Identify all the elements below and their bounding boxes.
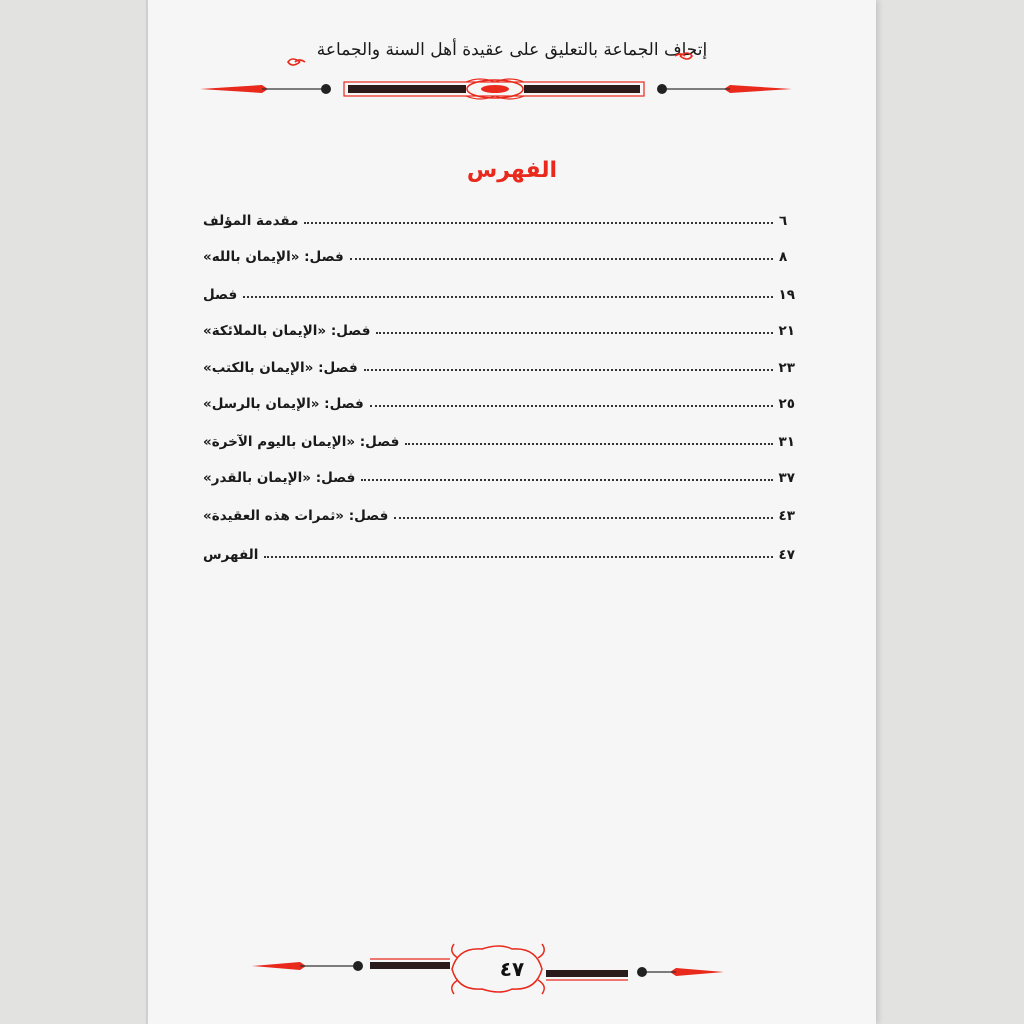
toc-entry[interactable] — [203, 426, 795, 450]
toc-entry-page: ١٩ — [778, 287, 795, 303]
toc-entry-label: فصل: «ثمرات هذه العقيدة» — [203, 508, 389, 524]
toc-entry-label: فصل — [203, 287, 238, 303]
toc-entry[interactable] — [203, 388, 795, 412]
toc-entry-label: فصل: «الإيمان بالكتب» — [203, 360, 358, 376]
toc-leader-dots — [350, 257, 773, 260]
toc-heading: الفهرس — [466, 158, 558, 183]
footer-bar-left — [370, 962, 450, 969]
toc-entry[interactable] — [203, 315, 795, 339]
toc-entry[interactable] — [203, 539, 795, 563]
toc-entry-label: الفهرس — [203, 547, 259, 563]
toc-entry-page: ٢٥ — [778, 396, 795, 412]
footer-dot-left — [353, 961, 363, 971]
toc-entry-page: ٣٧ — [778, 470, 795, 486]
toc-entry[interactable] — [203, 500, 795, 524]
toc-entry-label: فصل: «الإيمان باليوم الآخرة» — [203, 434, 400, 450]
toc-leader-dots — [394, 516, 772, 519]
toc-entry[interactable] — [203, 279, 795, 303]
toc-entry[interactable] — [203, 352, 795, 376]
toc-leader-dots — [264, 555, 772, 558]
toc-leader-dots — [364, 368, 773, 371]
toc-leader-dots — [304, 221, 773, 224]
toc-entry-page: ٢٣ — [778, 360, 795, 376]
footer-arrow-left — [252, 962, 306, 970]
toc-leader-dots — [243, 295, 772, 298]
toc-entry-page: ٤٣ — [778, 508, 795, 524]
toc-entry-label: فصل: «الإيمان بالله» — [203, 249, 344, 265]
toc-entry-page: ٨ — [779, 249, 788, 265]
toc-entry[interactable] — [203, 205, 795, 229]
toc-entry-label: فصل: «الإيمان بالقدر» — [203, 470, 356, 486]
toc-entry-page: ٢١ — [778, 323, 795, 339]
toc-entry-label: فصل: «الإيمان بالملائكة» — [203, 323, 371, 339]
toc-entry[interactable] — [203, 241, 795, 265]
toc-leader-dots — [376, 331, 772, 334]
footer-arrow-right — [670, 968, 724, 976]
page-number: ٤٧ — [499, 957, 525, 981]
toc-leader-dots — [361, 478, 772, 481]
toc-leader-dots — [405, 442, 772, 445]
toc-entry-page: ٦ — [779, 213, 788, 229]
toc-entry-label: مقدمة المؤلف — [203, 213, 299, 229]
toc-entry-page: ٣١ — [778, 434, 795, 450]
running-header-title: إتحاف الجماعة بالتعليق على عقيدة أهل السنة والجماعة — [316, 40, 708, 60]
toc-entry-page: ٤٧ — [778, 547, 795, 563]
toc-leader-dots — [370, 404, 773, 407]
toc-entry-label: فصل: «الإيمان بالرسل» — [203, 396, 364, 412]
toc-entry[interactable] — [203, 462, 795, 486]
footer-dot-right — [637, 967, 647, 977]
